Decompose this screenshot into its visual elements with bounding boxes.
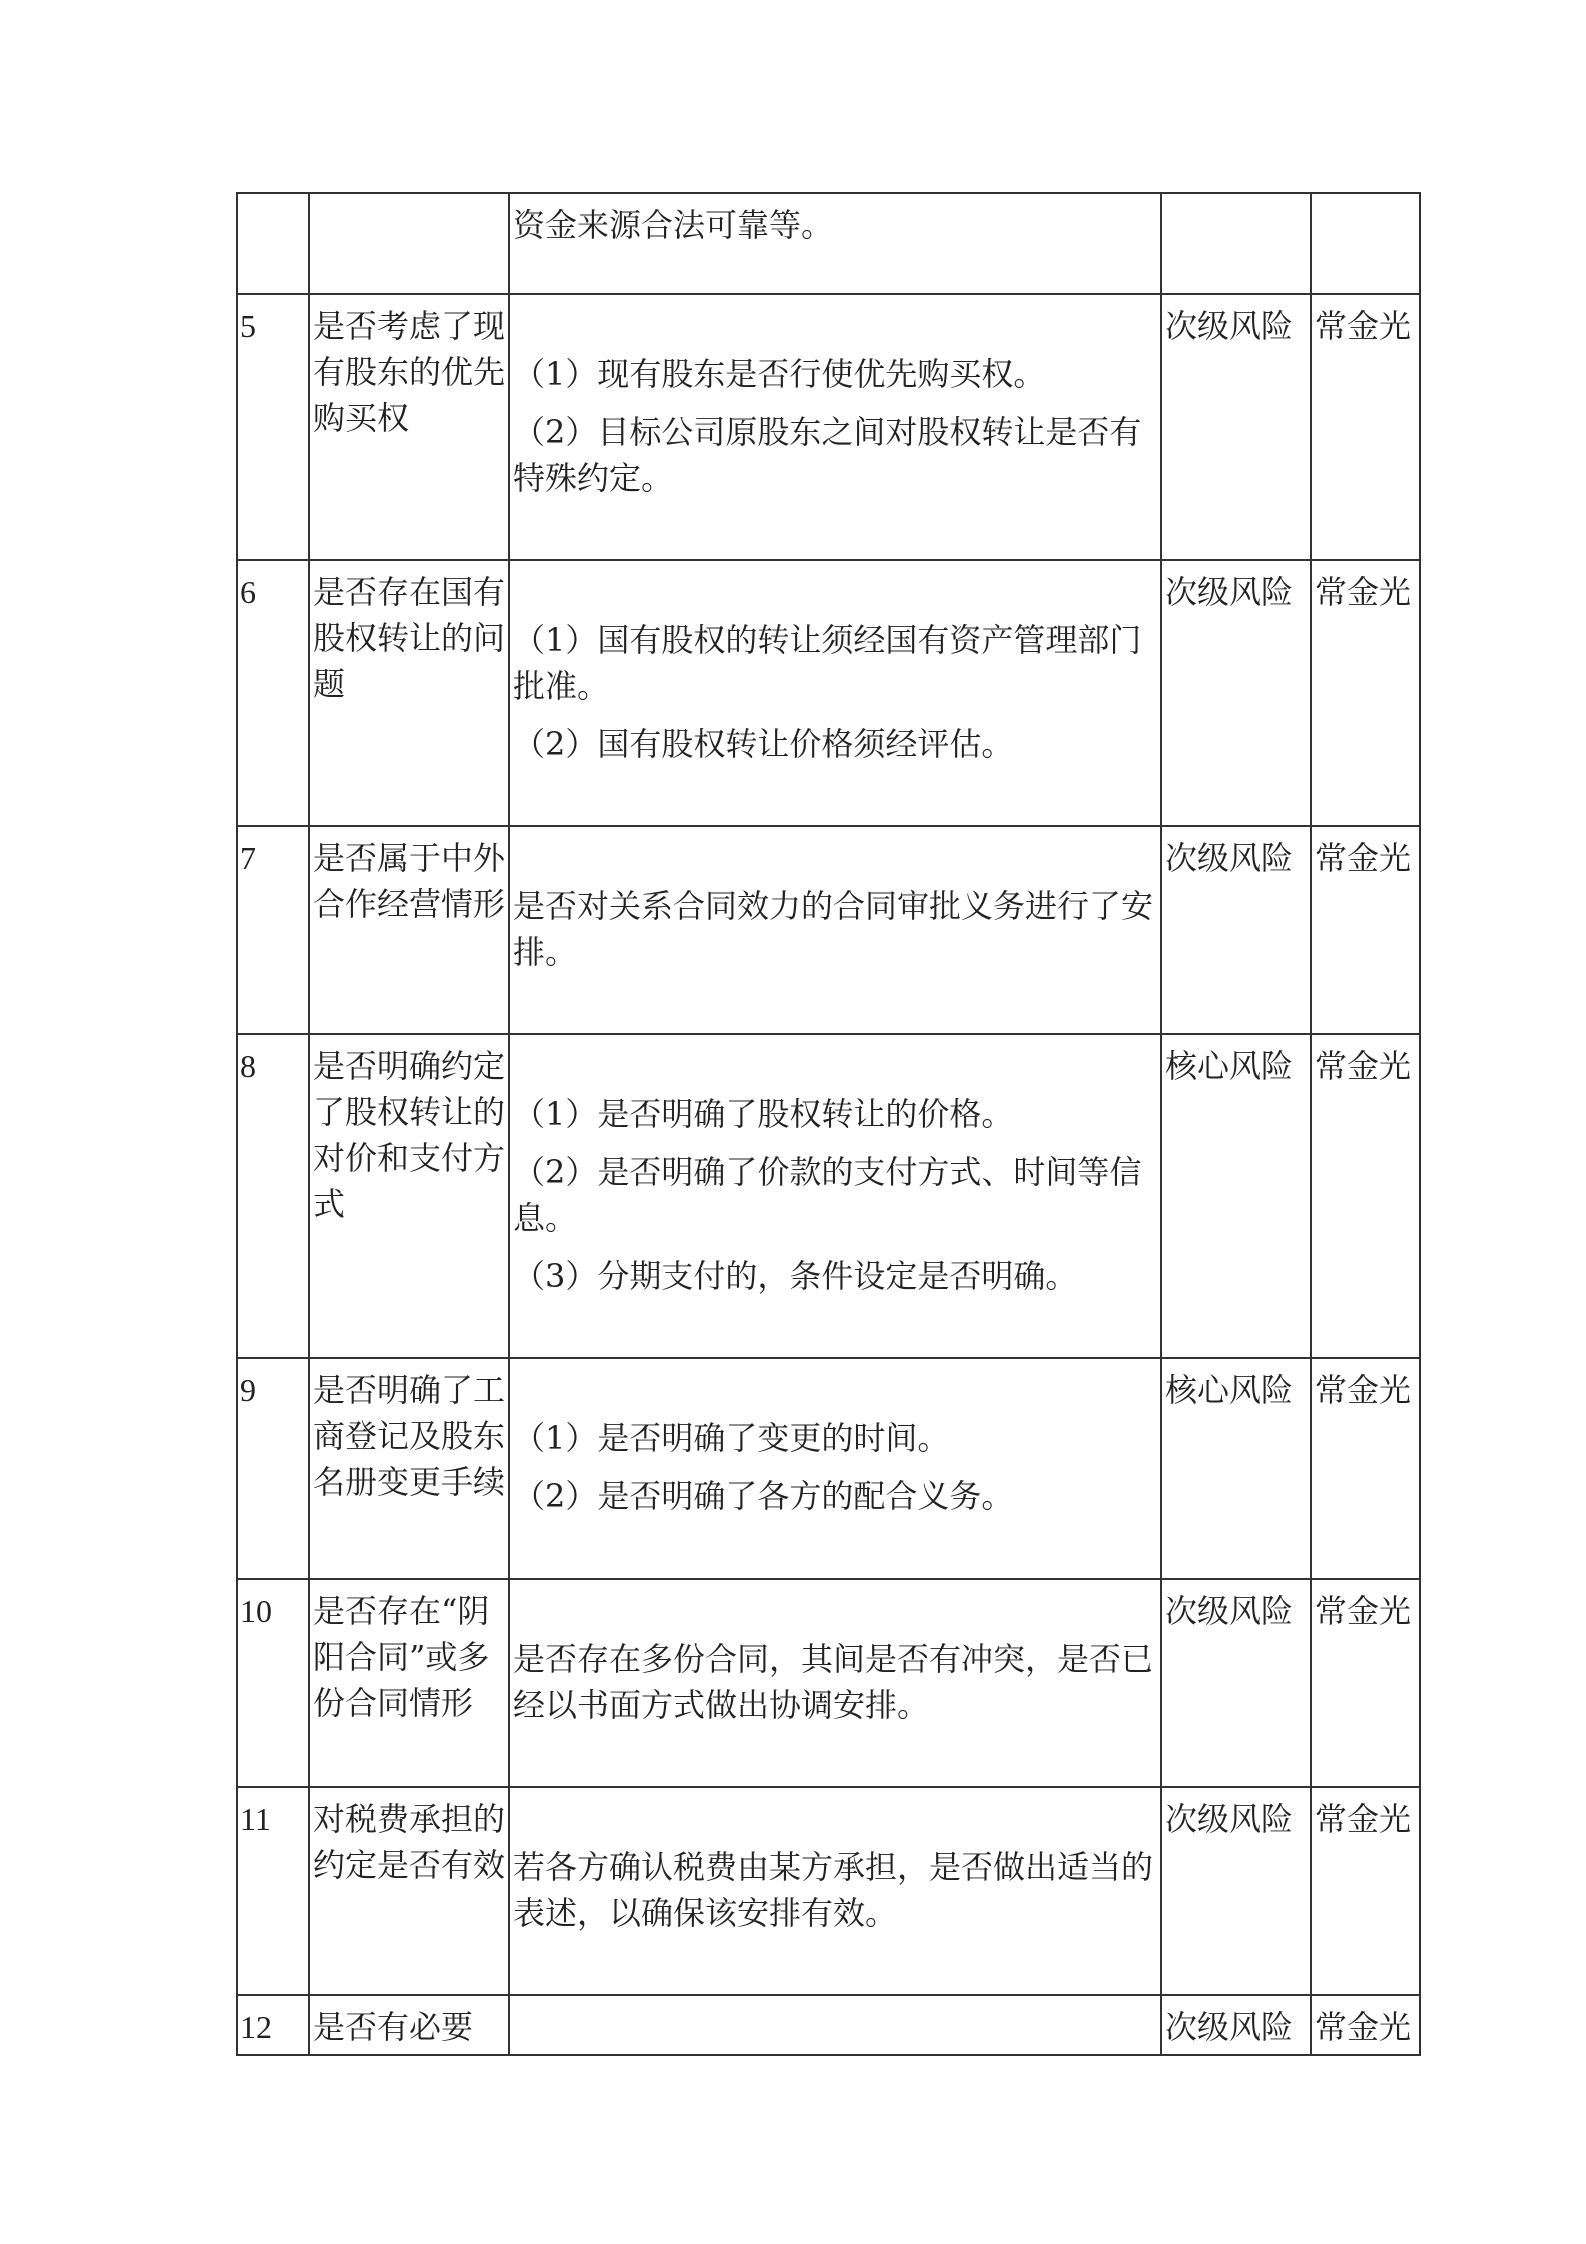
- row-number: 9: [237, 1358, 309, 1579]
- review-content: [509, 1787, 1161, 1995]
- content-line: （1）是否明确了股权转让的价格。: [513, 1095, 1014, 1133]
- row-number: 6: [237, 560, 309, 826]
- review-item: 对税费承担的约定是否有效: [309, 1787, 509, 1995]
- review-content: [509, 193, 1161, 294]
- content-line: （2）是否明确了各方的配合义务。: [513, 1477, 1014, 1515]
- table-row: [237, 560, 1420, 826]
- review-item: 是否属于中外合作经营情形: [309, 826, 509, 1034]
- table-row: [237, 1787, 1420, 1995]
- risk-level: 次级风险: [1161, 1995, 1311, 2055]
- owner-name: 常金光: [1311, 1579, 1420, 1787]
- row-number: 10: [237, 1579, 309, 1787]
- row-number: 5: [237, 294, 309, 560]
- table-row: [237, 1579, 1420, 1787]
- risk-level: 次级风险: [1161, 1787, 1311, 1995]
- review-checklist-table: [236, 192, 1421, 2056]
- owner-name: 常金光: [1311, 1995, 1420, 2055]
- review-content: [509, 1579, 1161, 1787]
- table-row: [237, 826, 1420, 1034]
- content-line: （3）分期支付的，条件设定是否明确。: [513, 1257, 1078, 1295]
- content-line: （2）目标公司原股东之间对股权转让是否有特殊约定。: [513, 413, 1142, 497]
- owner-name: [1311, 193, 1420, 294]
- content-line: 资金来源合法可靠等。: [513, 206, 834, 244]
- review-item: [309, 193, 509, 294]
- table-row: [237, 1034, 1420, 1358]
- owner-name: 常金光: [1311, 294, 1420, 560]
- content-line: （1）是否明确了变更的时间。: [513, 1419, 950, 1457]
- risk-level: 次级风险: [1161, 826, 1311, 1034]
- risk-level: 次级风险: [1161, 560, 1311, 826]
- table-row: [237, 1995, 1420, 2055]
- owner-name: 常金光: [1311, 826, 1420, 1034]
- review-content: [509, 560, 1161, 826]
- review-item: 是否明确约定了股权转让的对价和支付方式: [309, 1034, 509, 1358]
- risk-level: 次级风险: [1161, 294, 1311, 560]
- content-line: （1）现有股东是否行使优先购买权。: [513, 355, 1046, 393]
- content-line: 若各方确认税费由某方承担，是否做出适当的表述，以确保该安排有效。: [513, 1848, 1154, 1932]
- row-number: 7: [237, 826, 309, 1034]
- review-content: [509, 1995, 1161, 2055]
- owner-name: 常金光: [1311, 560, 1420, 826]
- content-line: 是否对关系合同效力的合同审批义务进行了安排。: [513, 887, 1154, 971]
- table-row: [237, 193, 1420, 294]
- content-line: （2）国有股权转让价格须经评估。: [513, 725, 1014, 763]
- content-line: （2）是否明确了价款的支付方式、时间等信息。: [513, 1153, 1142, 1237]
- review-item: 是否存在“阴阳合同”或多份合同情形: [309, 1579, 509, 1787]
- row-number: 12: [237, 1995, 309, 2055]
- review-item: 是否有必要: [309, 1995, 509, 2055]
- row-number: 11: [237, 1787, 309, 1995]
- table-row: [237, 294, 1420, 560]
- review-item: 是否存在国有股权转让的问题: [309, 560, 509, 826]
- table-row: [237, 1358, 1420, 1579]
- content-line: （1）国有股权的转让须经国有资产管理部门批准。: [513, 621, 1142, 705]
- row-number: 8: [237, 1034, 309, 1358]
- risk-level: 核心风险: [1161, 1034, 1311, 1358]
- content-line: 是否存在多份合同，其间是否有冲突，是否已经以书面方式做出协调安排。: [513, 1640, 1154, 1724]
- risk-level: 核心风险: [1161, 1358, 1311, 1579]
- owner-name: 常金光: [1311, 1787, 1420, 1995]
- review-item: 是否考虑了现有股东的优先购买权: [309, 294, 509, 560]
- review-content: [509, 1034, 1161, 1358]
- row-number: [237, 193, 309, 294]
- review-item: 是否明确了工商登记及股东名册变更手续: [309, 1358, 509, 1579]
- risk-level: 次级风险: [1161, 1579, 1311, 1787]
- review-content: [509, 1358, 1161, 1579]
- owner-name: 常金光: [1311, 1034, 1420, 1358]
- review-content: [509, 294, 1161, 560]
- review-content: [509, 826, 1161, 1034]
- risk-level: [1161, 193, 1311, 294]
- owner-name: 常金光: [1311, 1358, 1420, 1579]
